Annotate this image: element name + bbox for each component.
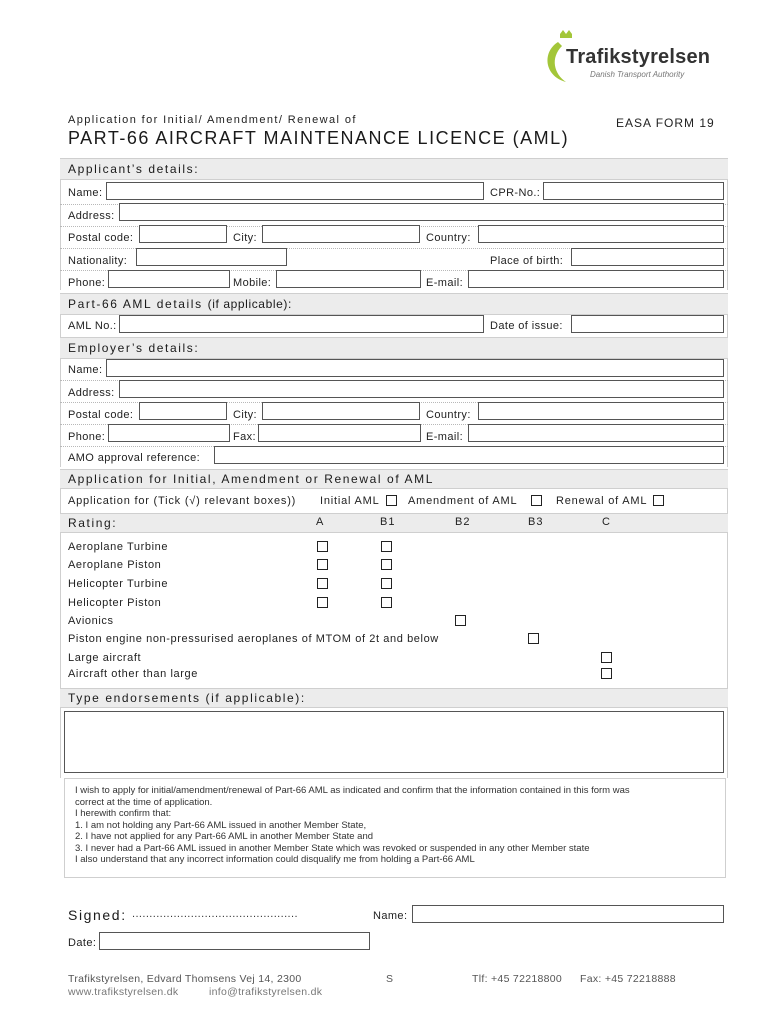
type-endorsements-title: Type endorsements (if applicable): [68, 691, 306, 705]
employer-country-field[interactable] [478, 402, 724, 420]
application-prompt: Application for (Tick (√) relevant boxes)) [68, 495, 297, 507]
logo-tagline: Danish Transport Authority [590, 70, 685, 79]
rating-row-piston-non-pressurised: Piston engine non-pressurised aeroplanes of MTOM of 2t and below [68, 633, 439, 645]
amendment-aml-checkbox[interactable] [531, 495, 542, 506]
renewal-aml-checkbox[interactable] [653, 495, 664, 506]
employer-address-field[interactable] [119, 380, 724, 398]
applicant-city-field[interactable] [262, 225, 420, 243]
aml-number-field[interactable] [119, 315, 484, 333]
amendment-aml-label: Amendment of AML [408, 495, 518, 507]
application-section-header [60, 469, 728, 489]
rating-col-b1: B1 [380, 516, 396, 528]
applicant-phone-label: Phone: [68, 277, 106, 289]
applicant-email-field[interactable] [468, 270, 724, 288]
declaration-line: 1. I am not holding any Part-66 AML issued in another Member State, [75, 819, 367, 831]
declaration-line: I herewith confirm that: [75, 808, 172, 819]
aml-section-title: Part-66 AML details [68, 297, 203, 311]
rating-row-large-aircraft: Large aircraft [68, 652, 142, 664]
employer-address-label: Address: [68, 387, 115, 399]
employer-postal-field[interactable] [139, 402, 227, 420]
signature-name-label: Name: [373, 910, 408, 922]
employer-amo-field[interactable] [214, 446, 724, 464]
employer-phone-label: Phone: [68, 431, 106, 443]
aml-issue-date-field[interactable] [571, 315, 724, 333]
applicant-cpr-label: CPR-No.: [490, 187, 541, 199]
type-endorsements-header [60, 688, 728, 708]
rating-row-aeroplane-turbine: Aeroplane Turbine [68, 541, 169, 553]
applicant-email-label: E-mail: [426, 277, 464, 289]
employer-amo-label: AMO approval reference: [68, 452, 201, 464]
footer-email-link[interactable]: info@trafikstyrelsen.dk [209, 986, 323, 998]
helicopter-turbine-a-checkbox[interactable] [317, 578, 328, 589]
applicant-nationality-field[interactable] [136, 248, 287, 266]
rating-row-helicopter-piston: Helicopter Piston [68, 597, 162, 609]
declaration-line: I also understand that any incorrect information could disqualify me from holding a Part-66 AML [75, 854, 475, 865]
declaration-line: I wish to apply for initial/amendment/renewal of Part-66 AML as indicated and confirm that the information contained in this form was [75, 785, 630, 796]
form-code: EASA FORM 19 [616, 116, 715, 130]
employer-postal-label: Postal code: [68, 409, 134, 421]
applicant-section-title: Applicant’s details: [68, 162, 200, 176]
employer-email-field[interactable] [468, 424, 724, 442]
footer-website-link[interactable]: www.trafikstyrelsen.dk [68, 986, 179, 998]
signed-line[interactable]: ................................................ [132, 908, 298, 920]
aeroplane-turbine-a-checkbox[interactable] [317, 541, 328, 552]
piston-non-pressurised-b3-checkbox[interactable] [528, 633, 539, 644]
rating-col-c: C [602, 516, 611, 528]
applicant-name-field[interactable] [106, 182, 484, 200]
applicant-postal-field[interactable] [139, 225, 227, 243]
applicant-birthplace-label: Place of birth: [490, 255, 564, 267]
footer-phone: Tlf: +45 72218800 [472, 973, 563, 985]
aml-issue-date-label: Date of issue: [490, 320, 563, 332]
aml-section-header [60, 293, 728, 315]
application-section-title: Application for Initial, Amendment or Renewal of AML [68, 472, 435, 486]
employer-city-field[interactable] [262, 402, 420, 420]
aml-section-note: (if applicable): [207, 297, 292, 311]
renewal-aml-label: Renewal of AML [556, 495, 648, 507]
applicant-address-label: Address: [68, 210, 115, 222]
rating-col-a: A [316, 516, 325, 528]
declaration-line: 2. I have not applied for any Part-66 AML in another Member State and [75, 831, 374, 842]
employer-email-label: E-mail: [426, 431, 464, 443]
rating-col-b2: B2 [455, 516, 471, 528]
large-aircraft-c-checkbox[interactable] [601, 652, 612, 663]
applicant-address-field[interactable] [119, 203, 724, 221]
helicopter-turbine-b1-checkbox[interactable] [381, 578, 392, 589]
date-field[interactable] [99, 932, 370, 950]
applicant-mobile-field[interactable] [276, 270, 421, 288]
form-title: PART-66 AIRCRAFT MAINTENANCE LICENCE (AML) [68, 128, 570, 148]
aeroplane-piston-a-checkbox[interactable] [317, 559, 328, 570]
rating-row-avionics: Avionics [68, 615, 114, 627]
logo-name: Trafikstyrelsen [566, 46, 711, 68]
employer-name-field[interactable] [106, 359, 724, 377]
initial-aml-checkbox[interactable] [386, 495, 397, 506]
footer-address: Trafikstyrelsen, Edvard Thomsens Vej 14, 2300 [68, 973, 302, 985]
applicant-phone-field[interactable] [108, 270, 230, 288]
applicant-mobile-label: Mobile: [233, 277, 272, 289]
footer-s: S [386, 973, 394, 985]
employer-fax-label: Fax: [233, 431, 256, 443]
aeroplane-piston-b1-checkbox[interactable] [381, 559, 392, 570]
employer-section-title: Employer’s details: [68, 341, 200, 355]
avionics-b2-checkbox[interactable] [455, 615, 466, 626]
type-endorsements-field[interactable] [64, 711, 724, 773]
employer-country-label: Country: [426, 409, 471, 421]
applicant-section-header [60, 158, 728, 180]
rating-row-helicopter-turbine: Helicopter Turbine [68, 578, 169, 590]
rating-col-b3: B3 [528, 516, 544, 528]
applicant-city-label: City: [233, 232, 257, 244]
employer-fax-field[interactable] [258, 424, 421, 442]
rating-title: Rating: [68, 516, 118, 530]
logo [540, 30, 730, 90]
declaration-line: correct at the time of application. [75, 796, 213, 808]
applicant-birthplace-field[interactable] [571, 248, 724, 266]
declaration-line: 3. I never had a Part-66 AML issued in another Member State which was revoked or suspended in any other Member state [75, 842, 590, 854]
initial-aml-label: Initial AML [320, 495, 380, 507]
applicant-country-label: Country: [426, 232, 471, 244]
declaration-box [64, 778, 726, 878]
signed-label: Signed: [68, 907, 127, 923]
rating-row-other-aircraft: Aircraft other than large [68, 668, 198, 680]
employer-name-label: Name: [68, 364, 103, 376]
date-label: Date: [68, 937, 97, 949]
applicant-nationality-label: Nationality: [68, 255, 128, 267]
helicopter-piston-b1-checkbox[interactable] [381, 597, 392, 608]
other-aircraft-c-checkbox[interactable] [601, 668, 612, 679]
rating-row-aeroplane-piston: Aeroplane Piston [68, 559, 162, 571]
applicant-postal-label: Postal code: [68, 232, 134, 244]
signature-name-field[interactable] [412, 905, 724, 923]
applicant-cpr-field[interactable] [543, 182, 724, 200]
helicopter-piston-a-checkbox[interactable] [317, 597, 328, 608]
applicant-name-label: Name: [68, 187, 103, 199]
form-subtitle: Application for Initial/ Amendment/ Renewal of [68, 114, 357, 126]
employer-city-label: City: [233, 409, 257, 421]
aml-number-label: AML No.: [68, 320, 117, 332]
aeroplane-turbine-b1-checkbox[interactable] [381, 541, 392, 552]
applicant-country-field[interactable] [478, 225, 724, 243]
employer-phone-field[interactable] [108, 424, 230, 442]
footer-fax: Fax: +45 72218888 [580, 973, 676, 985]
employer-section-header [60, 337, 728, 359]
